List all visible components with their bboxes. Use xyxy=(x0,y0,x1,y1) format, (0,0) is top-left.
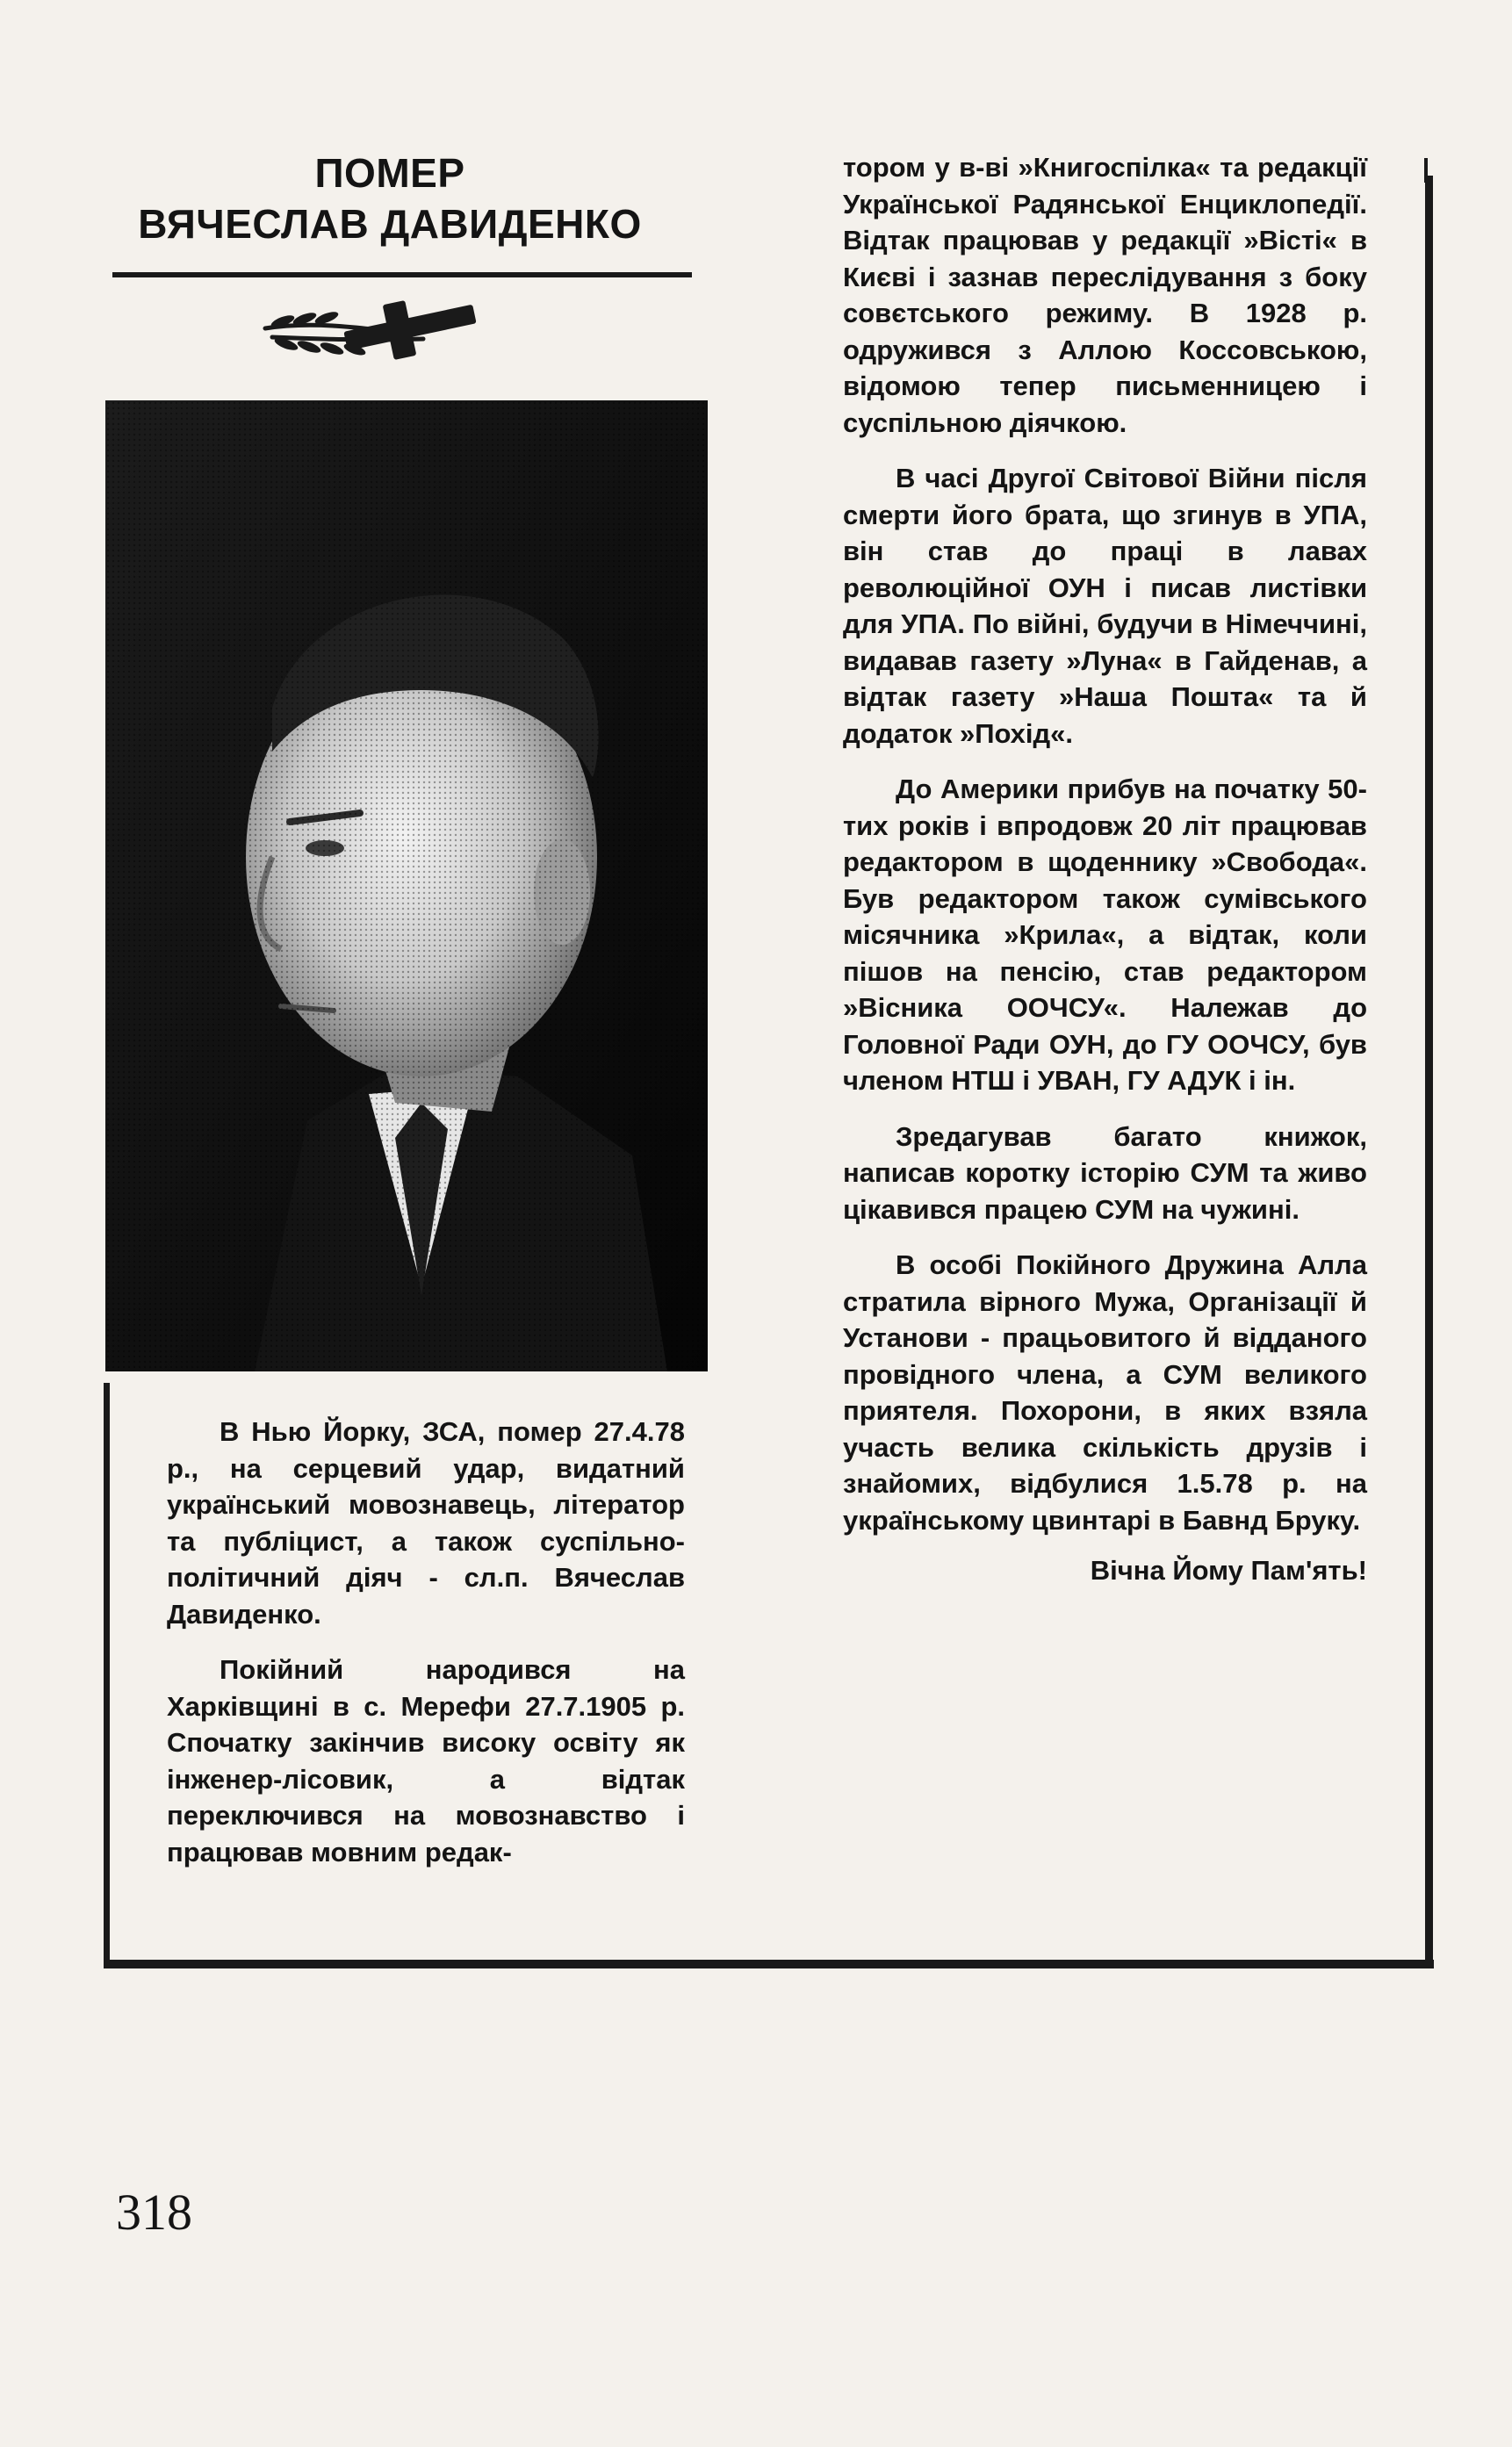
headline-divider xyxy=(112,272,692,277)
paragraph-america: До Америки прибув на початку 50-тих років і впродовж 20 літ працював редактором в щоденнику »Свобода«. Був редактором також сумівського місячника »Крила«, а відтак, коли пішов на пенсію, став редактором »Вісника ООЧСУ«. Належав до Головної Ради ОУН, до ГУ ООЧСУ, був членом НТШ і УВАН, ГУ АДУК і ін. xyxy=(843,774,1367,1096)
headline-line-1: ПОМЕР xyxy=(314,150,465,196)
paragraph-death-notice: В Нью Йорку, ЗСА, помер 27.4.78 р., на серцевий удар, видатний український мовознавець, літератор та публіцист, а також суспільно-політичний діяч - сл.п. Вячеслав Давиденко. xyxy=(167,1416,685,1630)
headline-line-2: ВЯЧЕСЛАВ ДАВИДЕНКО xyxy=(138,201,642,247)
portrait-photo xyxy=(105,400,708,1371)
page-number: 318 xyxy=(116,2184,192,2241)
frame-left-border xyxy=(104,1383,110,1968)
article-headline xyxy=(112,148,667,249)
paragraph-editing: Зредагував багато книжок, написав коротку історію СУМ та живо цікавився працею СУМ на чужині. xyxy=(843,1120,1367,1225)
paragraph-war-years: В часі Другої Світової Війни після смерти його брата, що згинув в УПА, він став до праці в лавах революційної ОУН і писав листівки для УПА. По війні, будучи в Німеччині, видавав газету »Луна« в Гайденав, а відтак газету »Наша Пошта« та й додаток »Похід«. xyxy=(843,463,1367,749)
frame-right-border xyxy=(1425,176,1433,1968)
article-left-column xyxy=(167,1414,685,1889)
paragraph-funeral: В особі Покійного Дружина Алла стратила вірного Мужа, Організації й Установи - працьовитого й відданого провідного члена, а СУМ великого приятеля. Похорони, в яких взяла участь велика скількість друзів і знайомих, відбулися 1.5.78 р. на українському цвинтарі в Бавнд Бруку. xyxy=(843,1249,1367,1536)
frame-bottom-border xyxy=(104,1960,1434,1968)
article-right-column xyxy=(843,149,1367,1609)
cross-with-laurel-icon xyxy=(256,295,493,365)
closing-line: Вічна Йому Пам'ять! xyxy=(1090,1555,1367,1586)
paragraph-biography-continued: тором у в-ві »Книгоспілка« та редакції Української Радянської Енциклопедії. Відтак працював у редакції »Вісті« в Києві і зазнав переслідування з боку совєтського режиму. В 1928 р. одружився з Аллою Коссовською, відомою тепер письменницею і суспільною діячкою. xyxy=(843,152,1367,438)
paragraph-biography-start: Покійний народився на Харківщині в с. Мерефи 27.7.1905 р. Спочатку закінчив високу освіту як інженер-лісовик, а відтак переключився на мовознавство і працював мовним редак- xyxy=(167,1654,685,1868)
frame-corner-tick xyxy=(1424,158,1428,183)
